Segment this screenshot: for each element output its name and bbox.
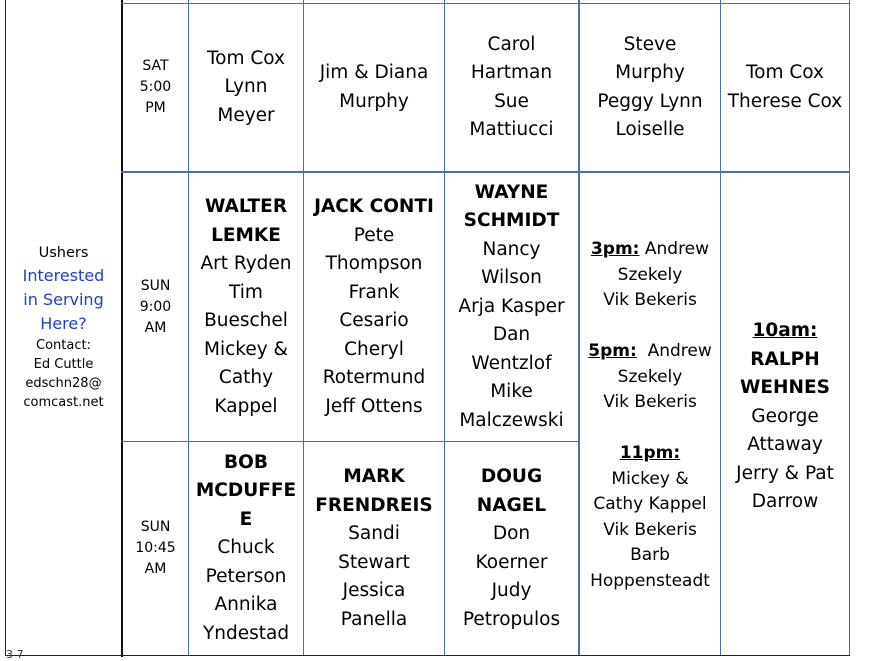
sun1045-col1 [189, 442, 303, 655]
name-line: Meyer [217, 104, 275, 126]
name-line: Vik Bekeris [603, 392, 697, 412]
name-line: Wilson [481, 267, 542, 289]
sun1045-col3 [445, 442, 578, 655]
name-line: Kappel [214, 395, 278, 417]
name-line: Szekely [617, 366, 683, 387]
time-sun9-hour: 9:00 [139, 298, 172, 315]
name-line: Peterson [205, 565, 287, 587]
name-line: Cathy [218, 367, 274, 388]
name-line: Vik Bekeris [603, 519, 697, 540]
name-line: Thompson [325, 253, 423, 274]
time-sat-day: SAT [142, 58, 169, 74]
name-line: Hoppensteadt [590, 570, 710, 591]
sat-col2 [304, 4, 444, 171]
name-line: Carol [487, 33, 536, 55]
name-line: Sandi [348, 523, 400, 544]
sun-col5 [721, 173, 849, 655]
contact-email-1[interactable]: edschn28@ [25, 376, 102, 391]
captain-name: SCHMIDT [463, 210, 560, 232]
name-line: Arja Kasper [458, 295, 565, 317]
ushers-cell [6, 0, 121, 655]
name-line: Nancy [482, 238, 541, 260]
interest-line-2: in Serving [23, 290, 104, 309]
name-line: Malczewski [459, 409, 564, 431]
name-line: Bueschel [204, 310, 288, 331]
name-line: Steve [623, 33, 677, 55]
sat-col5 [721, 4, 849, 171]
name-line: Dan [492, 324, 531, 346]
name-line: Peggy Lynn [597, 90, 703, 112]
name-line: Jerry & Pat [736, 462, 834, 484]
name-line: George [751, 405, 819, 427]
captain-name: JACK CONTI [314, 196, 434, 217]
table-bottom [5, 655, 850, 656]
time-sat [123, 4, 188, 171]
name-line: Murphy [339, 90, 409, 112]
sun1045-col2 [304, 442, 444, 655]
name-line: Attaway [747, 434, 823, 455]
name-line: Cathy Kappel [593, 494, 707, 514]
name-line: Vik Bekeris [603, 290, 697, 310]
name-line: Andrew [636, 341, 712, 361]
captain-name: MARK [343, 466, 405, 487]
time-sun1045-day: SUN [140, 519, 171, 535]
name-line: Jim & Diana [319, 62, 429, 83]
name-line: Loiselle [615, 119, 685, 140]
captain-name: FRENDREIS [315, 494, 433, 516]
block-3pm-first [591, 237, 709, 263]
sun9-col2 [304, 173, 444, 441]
captain-name: DOUG [480, 466, 543, 487]
name-line: Yndestad [202, 622, 290, 644]
sat-col1 [189, 4, 303, 171]
name-line: Petropulos [462, 608, 561, 630]
name-line: Don [492, 523, 531, 544]
captain-name: WEHNES [740, 377, 830, 398]
interest-line-3: Here? [40, 314, 87, 333]
name-line: Tom Cox [207, 47, 285, 69]
name-line: Tim [229, 281, 263, 303]
name-line: Jessica [342, 580, 406, 601]
table-right-border [849, 0, 850, 655]
name-line: Cesario [339, 310, 409, 331]
name-line: Barb [630, 545, 670, 565]
contact-label: Contact: [36, 338, 91, 353]
name-line: Koerner [475, 551, 548, 573]
block-time: 11pm: [619, 443, 681, 463]
name-line: Jeff Ottens [325, 395, 423, 417]
name-line: Mickey & [204, 338, 288, 360]
name-line: Cheryl [344, 338, 404, 360]
time-sun1045 [123, 442, 188, 655]
ushers-label: Ushers [38, 245, 89, 261]
time-sat-hour: 5:00 [139, 79, 172, 95]
name-line: Andrew [639, 239, 710, 259]
name-line: Mickey & [611, 468, 689, 489]
captain-name: E [239, 508, 253, 530]
name-line: Art Ryden [200, 253, 292, 274]
time-sun1045-hour: 10:45 [135, 540, 176, 556]
interest-line-1: Interested [22, 266, 105, 285]
name-line: Lynn [224, 76, 268, 98]
captain-name: WAYNE [474, 181, 549, 203]
name-line: Sue [494, 90, 529, 112]
name-line: Murphy [615, 62, 685, 83]
time-sat-ampm: PM [145, 100, 166, 116]
contact-email-2[interactable]: comcast.net [23, 395, 104, 410]
name-line: Mike [490, 381, 533, 403]
name-line: Panella [340, 608, 408, 630]
block-5pm-first [588, 339, 712, 365]
name-line: Rotermund [322, 367, 426, 388]
name-line: Stewart [338, 551, 410, 573]
name-line: Darrow [751, 491, 819, 512]
time-sun9-ampm: AM [144, 319, 167, 336]
name-line: Chuck [217, 537, 275, 559]
time-sun9 [123, 173, 188, 441]
name-line: Judy [491, 580, 532, 601]
name-line: Therese Cox [727, 90, 843, 112]
time-sun1045-ampm: AM [144, 561, 167, 577]
name-line: Szekely [617, 264, 683, 285]
captain-name: MCDUFFE [195, 480, 297, 502]
sat-col4 [580, 4, 720, 171]
captain-name: RALPH [750, 348, 820, 370]
footer-fragment: 3 7 [6, 648, 24, 661]
name-line: Frank [348, 281, 400, 303]
captain-name: WALTER [204, 196, 288, 217]
name-line: Tom Cox [746, 62, 824, 83]
name-line: Annika [214, 594, 278, 616]
name-line: Wentzlof [471, 352, 552, 374]
block-time: 10am: [752, 320, 818, 341]
sun9-col1 [189, 173, 303, 441]
block-time: 3pm: [590, 239, 640, 259]
name-line: Hartman [470, 62, 553, 83]
sun9-col3 [445, 173, 578, 441]
captain-name: LEMKE [211, 224, 281, 246]
captain-name: NAGEL [476, 494, 547, 516]
block-time: 5pm: [588, 341, 637, 361]
sat-col3 [445, 4, 578, 171]
time-sun9-day: SUN [140, 277, 171, 294]
captain-name: BOB [224, 451, 268, 473]
name-line: Pete [353, 224, 395, 246]
contact-name: Ed Cuttle [33, 357, 94, 372]
sun-col4 [580, 173, 720, 655]
name-line: Mattiucci [469, 119, 554, 140]
